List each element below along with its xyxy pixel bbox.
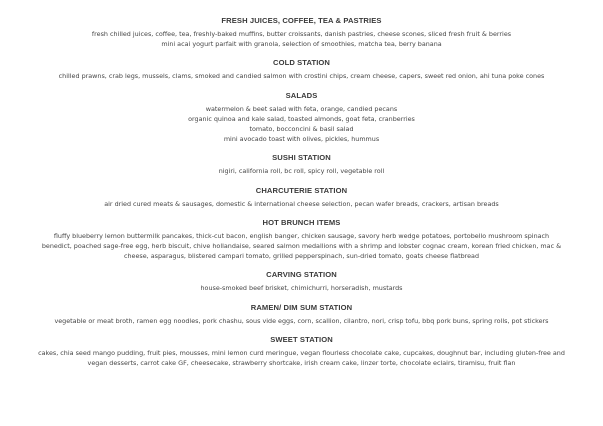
section-heading: FRESH JUICES, COFFEE, TEA & PASTRIES xyxy=(221,16,382,25)
menu-item-line: house-smoked beef brisket, chimichurri, horseradish, mustards xyxy=(200,284,403,293)
menu-item-line: organic quinoa and kale salad, toasted almonds, goat feta, cranberries xyxy=(188,114,415,123)
menu-section xyxy=(7,186,597,209)
menu-item-line: nigiri, california roll, bc roll, spicy roll, vegetable roll xyxy=(218,167,385,176)
section-heading: SALADS xyxy=(285,90,318,100)
menu-item-line: watermelon & beet salad with feta, orange, candied pecans xyxy=(205,104,398,113)
menu-item-line: cheese, asparagus, blistered campari tomato, grilled pepperspinach, sun-dried tomato, goats cheese flatbread xyxy=(123,252,480,261)
brunch-menu xyxy=(7,0,597,368)
menu-section xyxy=(7,91,597,145)
menu-item-line: fluffy blueberry lemon buttermilk pancakes, thick-cut bacon, english banger, chicken sausage, savory herb wedge potatoes, portobello mushroom spinach xyxy=(53,231,550,240)
menu-item-line: mini avocado toast with olives, pickles, hummus xyxy=(223,135,380,144)
section-heading: RAMEN/ DIM SUM STATION xyxy=(250,302,353,312)
menu-section xyxy=(7,16,597,49)
menu-section xyxy=(7,303,597,326)
section-heading: HOT BRUNCH ITEMS xyxy=(262,217,341,227)
menu-section xyxy=(7,153,597,176)
menu-section xyxy=(7,335,597,368)
section-heading: CHARCUTERIE STATION xyxy=(255,185,348,195)
menu-item-line: air dried cured meats & sausages, domestic & international cheese selection, pecan wafer breads, crackers, artisan breads xyxy=(104,199,499,208)
menu-section xyxy=(7,270,597,293)
section-heading: SWEET STATION xyxy=(270,334,333,344)
section-heading: CARVING STATION xyxy=(266,270,337,280)
section-heading: SUSHI STATION xyxy=(272,153,331,163)
menu-item-line: cakes, chia seed mango pudding, fruit pies, mousses, mini lemon curd meringue, vegan flourless chocolate cake, cupcakes, doughnut bar, including gluten-free and xyxy=(38,348,565,357)
menu-section xyxy=(7,58,597,81)
menu-item-line: chilled prawns, crab legs, mussels, clams, smoked and candied salmon with crostini chips, cream cheese, capers, sweet red onion, ahi tuna poke cones xyxy=(58,72,545,81)
menu-item-line: vegan desserts, carrot cake GF, cheesecake, strawberry shortcake, irish cream cake, linzer torte, chocolate eclairs, tiramisu, fruit flan xyxy=(87,359,516,368)
menu-item-line: benedict, poached sage-free egg, herb biscuit, chive hollandaise, seared salmon medallions with a shrimp and lobster cognac cream, korean fried chicken, mac & xyxy=(41,242,562,251)
menu-item-line: fresh chilled juices, coffee, tea, freshly-baked muffins, butter croissants, danish pastries, cheese scones, sliced fresh fruit & berries xyxy=(91,30,512,38)
menu-item-line: mini acai yogurt parfait with granola, selection of smoothies, matcha tea, berry banana xyxy=(161,40,442,49)
menu-item-line: vegetable or meat broth, ramen egg noodles, pork chashu, sous vide eggs, corn, scallion, cilantro, nori, crisp tofu, bbq pork buns, spring rolls, pot stickers xyxy=(54,316,549,325)
menu-item-line: tomato, bocconcini & basil salad xyxy=(249,125,354,134)
menu-section xyxy=(7,218,597,262)
section-heading: COLD STATION xyxy=(272,58,331,68)
